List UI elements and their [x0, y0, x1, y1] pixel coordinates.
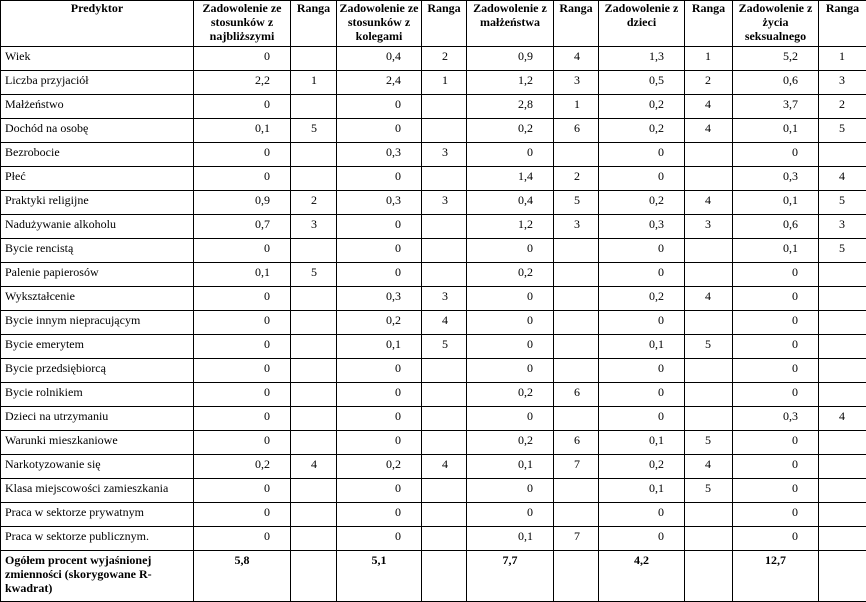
- value-cell: 0,2: [467, 383, 554, 407]
- table-row: [1, 431, 866, 455]
- rank-cell: [819, 503, 866, 527]
- rank-cell: 3: [422, 191, 467, 215]
- rank-cell: [291, 47, 337, 71]
- header-rank: Ranga: [685, 1, 733, 47]
- value-cell: 0: [467, 335, 554, 359]
- rank-cell: [422, 359, 467, 383]
- predictor-cell: Liczba przyjaciół: [1, 71, 194, 95]
- table-row: [1, 407, 866, 431]
- value-cell: 0: [599, 143, 685, 167]
- rank-cell: 5: [685, 335, 733, 359]
- value-cell: 0: [337, 503, 422, 527]
- rank-cell: [819, 383, 866, 407]
- table-body: [1, 47, 866, 602]
- rank-cell: [291, 479, 337, 503]
- rank-cell: [422, 95, 467, 119]
- rank-cell: 6: [554, 431, 599, 455]
- table-row: [1, 95, 866, 119]
- value-cell: 0: [337, 239, 422, 263]
- rank-cell: 6: [554, 119, 599, 143]
- table-row: [1, 455, 866, 479]
- value-cell: 0: [599, 239, 685, 263]
- table-row: [1, 479, 866, 503]
- rank-cell: 7: [554, 527, 599, 551]
- rank-cell: 3: [819, 71, 866, 95]
- rank-cell: [819, 335, 866, 359]
- predictor-cell: Dochód na osobę: [1, 119, 194, 143]
- value-cell: 0,2: [599, 119, 685, 143]
- value-cell: 0,3: [337, 143, 422, 167]
- header-satisfaction: Zadowolenie z życia seksualnego: [733, 1, 819, 47]
- rank-cell: [422, 263, 467, 287]
- rank-cell: 2: [291, 191, 337, 215]
- value-cell: 0: [467, 359, 554, 383]
- table-row: [1, 71, 866, 95]
- rank-cell: [554, 479, 599, 503]
- value-cell: 0: [733, 431, 819, 455]
- total-value: 5,8: [194, 551, 291, 602]
- value-cell: 0,9: [467, 47, 554, 71]
- value-cell: 0: [194, 143, 291, 167]
- predictor-cell: Bycie innym niepracującym: [1, 311, 194, 335]
- rank-cell: 7: [554, 455, 599, 479]
- rank-cell: 5: [819, 191, 866, 215]
- rank-cell: [685, 359, 733, 383]
- rank-cell: 4: [554, 47, 599, 71]
- value-cell: 0: [194, 383, 291, 407]
- rank-cell: [819, 287, 866, 311]
- header-rank: Ranga: [291, 1, 337, 47]
- total-value: 4,2: [599, 551, 685, 602]
- table-row: [1, 503, 866, 527]
- value-cell: 0: [194, 167, 291, 191]
- header-rank: Ranga: [819, 1, 866, 47]
- rank-cell: [819, 263, 866, 287]
- rank-cell: 4: [422, 311, 467, 335]
- rank-cell: [291, 383, 337, 407]
- rank-cell: [422, 239, 467, 263]
- rank-cell: [554, 335, 599, 359]
- rank-cell: 3: [819, 215, 866, 239]
- rank-cell: [291, 359, 337, 383]
- value-cell: 0,1: [599, 335, 685, 359]
- rank-cell: 3: [422, 287, 467, 311]
- rank-cell: 2: [685, 71, 733, 95]
- predictor-cell: Bycie rencistą: [1, 239, 194, 263]
- value-cell: 2,2: [194, 71, 291, 95]
- rank-cell: 6: [554, 383, 599, 407]
- rank-cell: [291, 239, 337, 263]
- predictor-cell: Wiek: [1, 47, 194, 71]
- rank-cell: [422, 431, 467, 455]
- value-cell: 0: [599, 359, 685, 383]
- value-cell: 2,8: [467, 95, 554, 119]
- header-satisfaction: Zadowolenie ze stosunków z kolegami: [337, 1, 422, 47]
- rank-cell: [685, 527, 733, 551]
- value-cell: 0,6: [733, 215, 819, 239]
- predictor-cell: Bycie rolnikiem: [1, 383, 194, 407]
- rank-cell: [291, 287, 337, 311]
- value-cell: 0,7: [194, 215, 291, 239]
- rank-cell: 5: [554, 191, 599, 215]
- rank-cell: 4: [685, 119, 733, 143]
- value-cell: 0: [467, 287, 554, 311]
- value-cell: 0: [194, 47, 291, 71]
- value-cell: 0: [733, 455, 819, 479]
- value-cell: 0: [337, 359, 422, 383]
- rank-cell: 3: [291, 215, 337, 239]
- rank-cell: [685, 503, 733, 527]
- value-cell: 0,3: [733, 167, 819, 191]
- rank-cell: [554, 311, 599, 335]
- value-cell: 0: [733, 383, 819, 407]
- total-rank: [554, 551, 599, 602]
- value-cell: 0: [599, 167, 685, 191]
- value-cell: 1,4: [467, 167, 554, 191]
- predictor-cell: Dzieci na utrzymaniu: [1, 407, 194, 431]
- rank-cell: 5: [819, 119, 866, 143]
- value-cell: 0: [194, 431, 291, 455]
- value-cell: 0: [337, 479, 422, 503]
- value-cell: 0,4: [467, 191, 554, 215]
- table-row: [1, 215, 866, 239]
- rank-cell: [291, 311, 337, 335]
- total-rank: [291, 551, 337, 602]
- value-cell: 0: [733, 359, 819, 383]
- total-rank: [819, 551, 866, 602]
- predictor-cell: Wykształcenie: [1, 287, 194, 311]
- value-cell: 0: [599, 527, 685, 551]
- value-cell: 0: [467, 407, 554, 431]
- rank-cell: [422, 479, 467, 503]
- value-cell: 0,1: [733, 191, 819, 215]
- rank-cell: 3: [554, 215, 599, 239]
- value-cell: 0,2: [599, 95, 685, 119]
- value-cell: 0: [337, 95, 422, 119]
- predictor-cell: Płeć: [1, 167, 194, 191]
- rank-cell: [422, 215, 467, 239]
- value-cell: 0: [733, 287, 819, 311]
- rank-cell: [685, 143, 733, 167]
- header-predyktor: Predyktor: [1, 1, 194, 47]
- table-row: [1, 143, 866, 167]
- rank-cell: [685, 239, 733, 263]
- value-cell: 0: [337, 407, 422, 431]
- predictor-cell: Warunki mieszkaniowe: [1, 431, 194, 455]
- value-cell: 0: [194, 359, 291, 383]
- predictor-cell: Praca w sektorze prywatnym: [1, 503, 194, 527]
- rank-cell: 1: [422, 71, 467, 95]
- value-cell: 1,2: [467, 215, 554, 239]
- value-cell: 0: [733, 479, 819, 503]
- rank-cell: 1: [685, 47, 733, 71]
- value-cell: 0: [194, 239, 291, 263]
- value-cell: 0: [467, 311, 554, 335]
- rank-cell: 3: [685, 215, 733, 239]
- rank-cell: [291, 335, 337, 359]
- rank-cell: [554, 287, 599, 311]
- header-satisfaction: Zadowolenie z dzieci: [599, 1, 685, 47]
- rank-cell: [685, 263, 733, 287]
- rank-cell: [685, 311, 733, 335]
- value-cell: 0: [194, 407, 291, 431]
- table-row: [1, 47, 866, 71]
- value-cell: 0: [733, 527, 819, 551]
- value-cell: 0,1: [194, 119, 291, 143]
- value-cell: 0,1: [337, 335, 422, 359]
- rank-cell: 5: [422, 335, 467, 359]
- value-cell: 0: [337, 119, 422, 143]
- value-cell: 0: [733, 143, 819, 167]
- value-cell: 0,2: [467, 431, 554, 455]
- rank-cell: 5: [291, 263, 337, 287]
- value-cell: 5,2: [733, 47, 819, 71]
- rank-cell: [819, 143, 866, 167]
- header-satisfaction: Zadowolenie z małżeństwa: [467, 1, 554, 47]
- value-cell: 0,2: [467, 263, 554, 287]
- value-cell: 0,3: [599, 215, 685, 239]
- rank-cell: 3: [554, 71, 599, 95]
- table-row: [1, 287, 866, 311]
- value-cell: 0,5: [599, 71, 685, 95]
- value-cell: 0,1: [467, 527, 554, 551]
- value-cell: 0,6: [733, 71, 819, 95]
- table-row: [1, 167, 866, 191]
- table-row: [1, 119, 866, 143]
- rank-cell: [422, 167, 467, 191]
- table-row: [1, 383, 866, 407]
- rank-cell: [291, 503, 337, 527]
- rank-cell: [819, 359, 866, 383]
- predictor-cell: Bycie emerytem: [1, 335, 194, 359]
- predictor-cell: Małżeństwo: [1, 95, 194, 119]
- value-cell: 0,1: [733, 239, 819, 263]
- value-cell: 0,1: [194, 263, 291, 287]
- value-cell: 0,2: [467, 119, 554, 143]
- value-cell: 0: [467, 503, 554, 527]
- rank-cell: [422, 503, 467, 527]
- rank-cell: [422, 119, 467, 143]
- rank-cell: [291, 167, 337, 191]
- header-satisfaction: Zadowolenie ze stosunków z najbliższymi: [194, 1, 291, 47]
- value-cell: 0: [599, 311, 685, 335]
- value-cell: 0: [194, 479, 291, 503]
- value-cell: 0,2: [599, 455, 685, 479]
- predictor-cell: Bezrobocie: [1, 143, 194, 167]
- value-cell: 0: [733, 263, 819, 287]
- rank-cell: 4: [685, 287, 733, 311]
- rank-cell: 4: [291, 455, 337, 479]
- total-rank: [422, 551, 467, 602]
- table-row: [1, 335, 866, 359]
- rank-cell: 5: [819, 239, 866, 263]
- value-cell: 0: [194, 503, 291, 527]
- value-cell: 0: [194, 335, 291, 359]
- rank-cell: 4: [685, 191, 733, 215]
- total-value: 5,1: [337, 551, 422, 602]
- value-cell: 0: [194, 287, 291, 311]
- rank-cell: [554, 407, 599, 431]
- value-cell: 0: [337, 383, 422, 407]
- table-row: [1, 311, 866, 335]
- value-cell: 0: [599, 263, 685, 287]
- value-cell: 0,1: [599, 431, 685, 455]
- total-row: [1, 551, 866, 602]
- header-rank: Ranga: [554, 1, 599, 47]
- rank-cell: [291, 407, 337, 431]
- value-cell: 0,4: [337, 47, 422, 71]
- rank-cell: [685, 407, 733, 431]
- rank-cell: [422, 527, 467, 551]
- rank-cell: [291, 143, 337, 167]
- value-cell: 0,9: [194, 191, 291, 215]
- value-cell: 0,3: [337, 287, 422, 311]
- value-cell: 0: [194, 311, 291, 335]
- value-cell: 0: [337, 215, 422, 239]
- rank-cell: 5: [291, 119, 337, 143]
- rank-cell: 1: [819, 47, 866, 71]
- value-cell: 0,2: [337, 455, 422, 479]
- rank-cell: 2: [554, 167, 599, 191]
- predictor-cell: Praca w sektorze publicznym.: [1, 527, 194, 551]
- rank-cell: [819, 455, 866, 479]
- value-cell: 0: [599, 407, 685, 431]
- value-cell: 0: [194, 95, 291, 119]
- value-cell: 0: [733, 503, 819, 527]
- value-cell: 0: [733, 311, 819, 335]
- rank-cell: 1: [291, 71, 337, 95]
- rank-cell: [291, 95, 337, 119]
- total-label: Ogółem procent wyjaśnionej zmienności (skorygowane R-kwadrat): [1, 551, 194, 602]
- rank-cell: [422, 383, 467, 407]
- predictor-cell: Narkotyzowanie się: [1, 455, 194, 479]
- rank-cell: 4: [819, 407, 866, 431]
- rank-cell: 1: [554, 95, 599, 119]
- predictor-cell: Praktyki religijne: [1, 191, 194, 215]
- predictor-cell: Palenie papierosów: [1, 263, 194, 287]
- value-cell: 0: [337, 527, 422, 551]
- value-cell: 0,3: [337, 191, 422, 215]
- value-cell: 1,2: [467, 71, 554, 95]
- rank-cell: 4: [685, 455, 733, 479]
- rank-cell: [554, 239, 599, 263]
- value-cell: 0: [467, 479, 554, 503]
- total-rank: [685, 551, 733, 602]
- rank-cell: [554, 263, 599, 287]
- value-cell: 0: [599, 383, 685, 407]
- rank-cell: [554, 359, 599, 383]
- rank-cell: 4: [819, 167, 866, 191]
- value-cell: 1,3: [599, 47, 685, 71]
- table-row: [1, 527, 866, 551]
- value-cell: 0,3: [733, 407, 819, 431]
- rank-cell: 2: [819, 95, 866, 119]
- value-cell: 0,1: [467, 455, 554, 479]
- value-cell: 0,1: [733, 119, 819, 143]
- value-cell: 0,2: [599, 287, 685, 311]
- rank-cell: [819, 431, 866, 455]
- value-cell: 0,2: [194, 455, 291, 479]
- table-row: [1, 239, 866, 263]
- predictor-cell: Bycie przedsiębiorcą: [1, 359, 194, 383]
- rank-cell: [554, 503, 599, 527]
- value-cell: 0,2: [337, 311, 422, 335]
- rank-cell: 2: [422, 47, 467, 71]
- table-row: [1, 191, 866, 215]
- rank-cell: [685, 383, 733, 407]
- value-cell: 0: [467, 143, 554, 167]
- table-row: [1, 263, 866, 287]
- predictor-cell: Klasa miejscowości zamieszkania: [1, 479, 194, 503]
- rank-cell: [819, 311, 866, 335]
- rank-cell: [685, 167, 733, 191]
- header-rank: Ranga: [422, 1, 467, 47]
- value-cell: 0: [599, 503, 685, 527]
- rank-cell: 4: [685, 95, 733, 119]
- value-cell: 0,2: [599, 191, 685, 215]
- total-value: 7,7: [467, 551, 554, 602]
- rank-cell: 3: [422, 143, 467, 167]
- rank-cell: [291, 527, 337, 551]
- value-cell: 0: [467, 239, 554, 263]
- value-cell: 0: [337, 263, 422, 287]
- value-cell: 3,7: [733, 95, 819, 119]
- rank-cell: [554, 143, 599, 167]
- rank-cell: [422, 407, 467, 431]
- header-row: [1, 1, 866, 47]
- value-cell: 0: [337, 167, 422, 191]
- value-cell: 2,4: [337, 71, 422, 95]
- rank-cell: 5: [685, 479, 733, 503]
- value-cell: 0: [733, 335, 819, 359]
- total-value: 12,7: [733, 551, 819, 602]
- value-cell: 0: [194, 527, 291, 551]
- rank-cell: 4: [422, 455, 467, 479]
- value-cell: 0: [337, 431, 422, 455]
- predictor-cell: Nadużywanie alkoholu: [1, 215, 194, 239]
- rank-cell: 5: [685, 431, 733, 455]
- value-cell: 0,1: [599, 479, 685, 503]
- rank-cell: [291, 431, 337, 455]
- rank-cell: [819, 479, 866, 503]
- rank-cell: [819, 527, 866, 551]
- table-row: [1, 359, 866, 383]
